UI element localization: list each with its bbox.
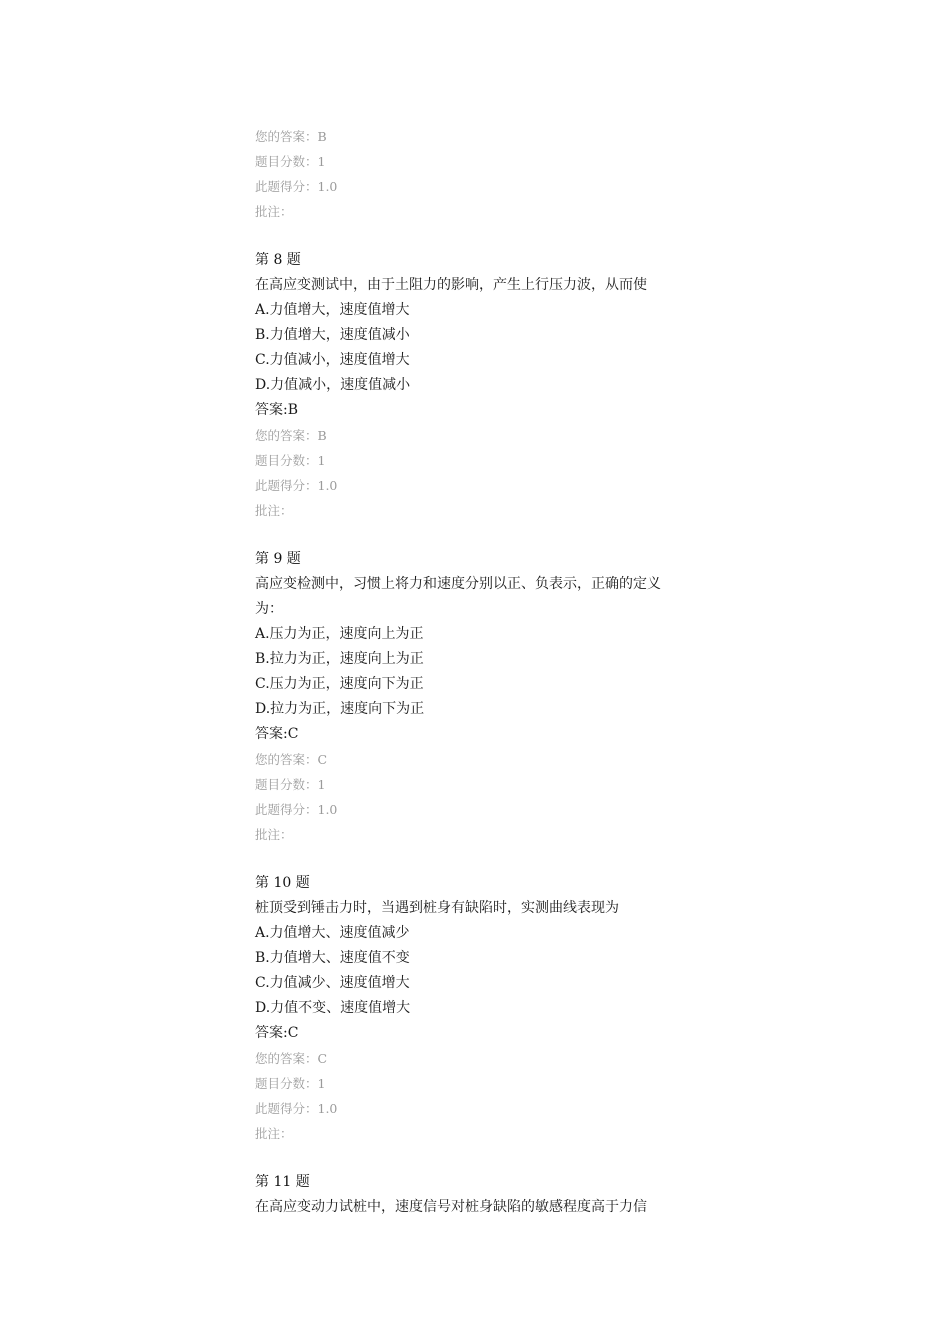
question-score-line: 题目分数：1 [255,453,326,468]
earned-score-line: 此题得分：1.0 [255,478,338,493]
option-a: A.力值增大，速度值增大 [255,302,410,318]
option-b: B.力值增大，速度值减小 [255,327,410,343]
correct-answer: 答案:C [255,726,299,742]
question-stem: 高应变检测中，习惯上将力和速度分别以正、负表示，正确的定义 [255,576,661,592]
document-page [255,124,715,1220]
question-stem: 在高应变测试中，由于土阻力的影响，产生上行压力波，从而使 [255,277,647,293]
question-block [255,871,715,1146]
question-title: 第 11 题 [255,1174,310,1190]
option-a: A.压力为正，速度向上为正 [255,626,424,642]
your-answer-line: 您的答案：B [255,428,327,443]
question-block [255,1170,715,1220]
question-score-line: 题目分数：1 [255,154,326,169]
your-answer-line: 您的答案：C [255,752,328,767]
option-b: B.力值增大、速度值不变 [255,950,410,966]
comment-line: 批注： [255,503,293,518]
option-d: D.力值不变、速度值增大 [255,1000,411,1016]
earned-score-line: 此题得分：1.0 [255,179,338,194]
question-block [255,547,715,847]
question-title: 第 8 题 [255,252,301,268]
option-c: C.力值减少、速度值增大 [255,975,410,991]
comment-line: 批注： [255,1126,293,1141]
comment-line: 批注： [255,204,293,219]
question-title: 第 10 题 [255,875,310,891]
question-score-line: 题目分数：1 [255,777,326,792]
question-stem-continued: 为： [255,601,283,617]
earned-score-line: 此题得分：1.0 [255,802,338,817]
question-stem: 桩顶受到锤击力时，当遇到桩身有缺陷时，实测曲线表现为 [255,900,619,916]
question-stem: 在高应变动力试桩中，速度信号对桩身缺陷的敏感程度高于力信 [255,1199,647,1215]
comment-line: 批注： [255,827,293,842]
earned-score-line: 此题得分：1.0 [255,1101,338,1116]
question-score-line: 题目分数：1 [255,1076,326,1091]
correct-answer: 答案:B [255,402,299,418]
question-block [255,248,715,523]
option-a: A.力值增大、速度值减少 [255,925,410,941]
option-b: B.拉力为正，速度向上为正 [255,651,424,667]
correct-answer: 答案:C [255,1025,299,1041]
option-c: C.压力为正，速度向下为正 [255,676,424,692]
question-title: 第 9 题 [255,551,301,567]
option-d: D.拉力为正，速度向下为正 [255,701,425,717]
your-answer-line: 您的答案：C [255,1051,328,1066]
your-answer-line: 您的答案：B [255,129,327,144]
option-d: D.力值减小，速度值减小 [255,377,411,393]
option-c: C.力值减小，速度值增大 [255,352,410,368]
